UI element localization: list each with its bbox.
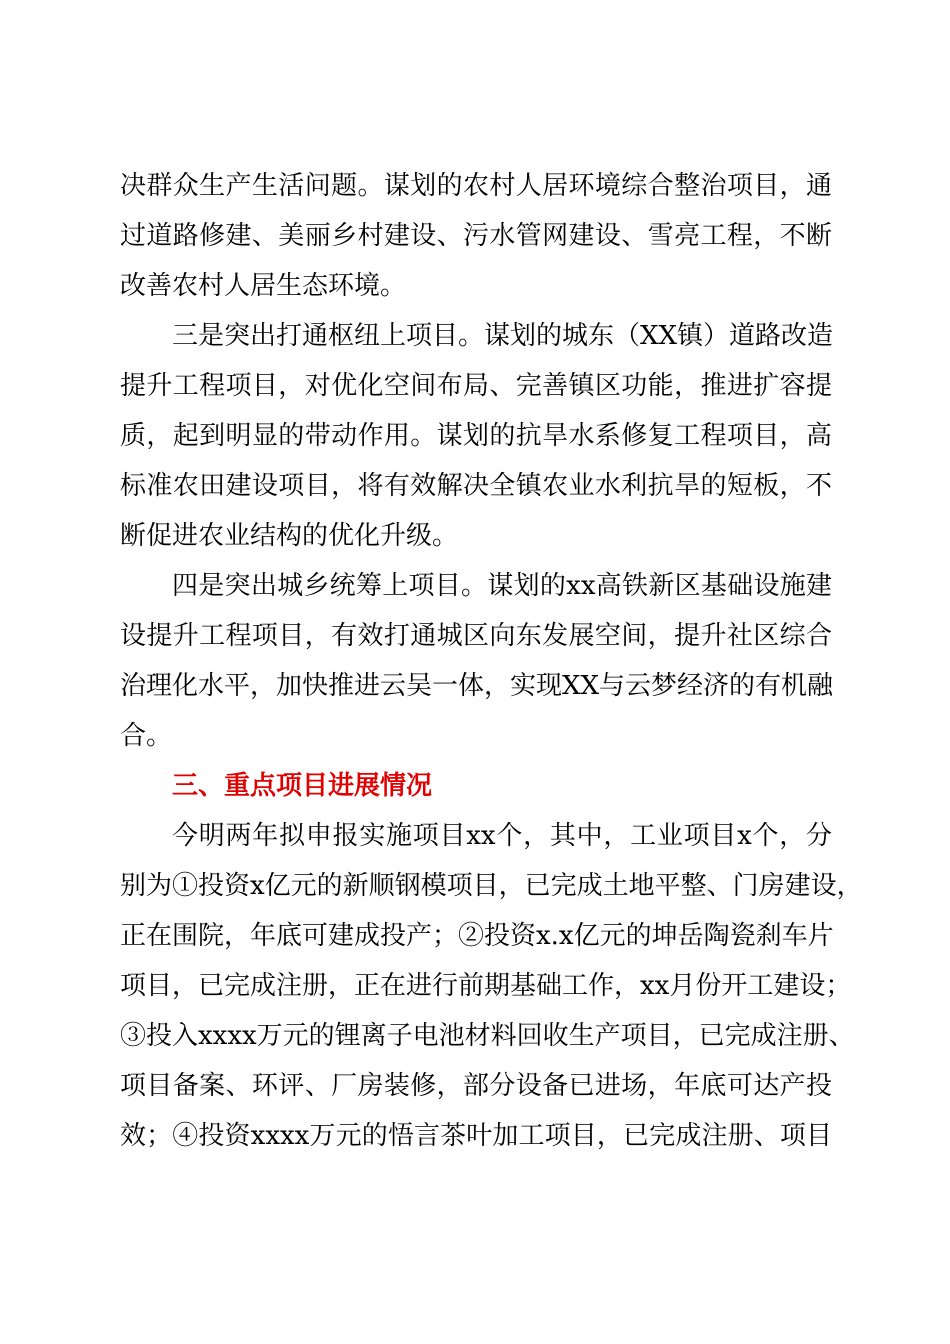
text-line: ③投入xxxx万元的锂离子电池材料回收生产项目，已完成注册、 [120, 1021, 855, 1051]
paragraph-first-line: 今明两年拟申报实施项目xx个，其中，工业项目x个，分 [172, 821, 832, 851]
text-line: 别为①投资x亿元的新顺钢模项目，已完成土地平整、门房建设， [120, 871, 863, 901]
text-line: 改善农村人居生态环境。 [120, 271, 407, 301]
text-line: 项目，已完成注册，正在进行前期基础工作，xx月份开工建设； [120, 971, 852, 1001]
text-line: 效；④投资xxxx万元的悟言茶叶加工项目，已完成注册、项目 [120, 1121, 832, 1151]
text-line: 决群众生产生活问题。谋划的农村人居环境综合整治项目，通 [120, 171, 832, 201]
text-line: 项目备案、环评、厂房装修，部分设备已进场，年底可达产投 [120, 1071, 832, 1101]
paragraph-first-line: 四是突出城乡统筹上项目。谋划的xx高铁新区基础设施建 [172, 571, 832, 601]
section-heading: 三、重点项目进展情况 [172, 771, 433, 801]
text-line: 断促进农业结构的优化升级。 [120, 521, 459, 551]
paragraph-first-line: 三是突出打通枢纽上项目。谋划的城东（XX镇）道路改造 [172, 321, 834, 351]
text-line: 质，起到明显的带动作用。谋划的抗旱水系修复工程项目，高 [120, 421, 832, 451]
text-line: 标准农田建设项目，将有效解决全镇农业水利抗旱的短板，不 [120, 471, 832, 501]
text-line: 合。 [120, 721, 173, 751]
text-line: 提升工程项目，对优化空间布局、完善镇区功能，推进扩容提 [120, 371, 832, 401]
text-line: 治理化水平，加快推进云吴一体，实现XX与云梦经济的有机融 [120, 671, 834, 701]
text-line: 过道路修建、美丽乡村建设、污水管网建设、雪亮工程，不断 [120, 221, 832, 251]
text-line: 正在围院，年底可建成投产；②投资x.x亿元的坤岳陶瓷刹车片 [120, 921, 834, 951]
text-line: 设提升工程项目，有效打通城区向东发展空间，提升社区综合 [120, 621, 832, 651]
